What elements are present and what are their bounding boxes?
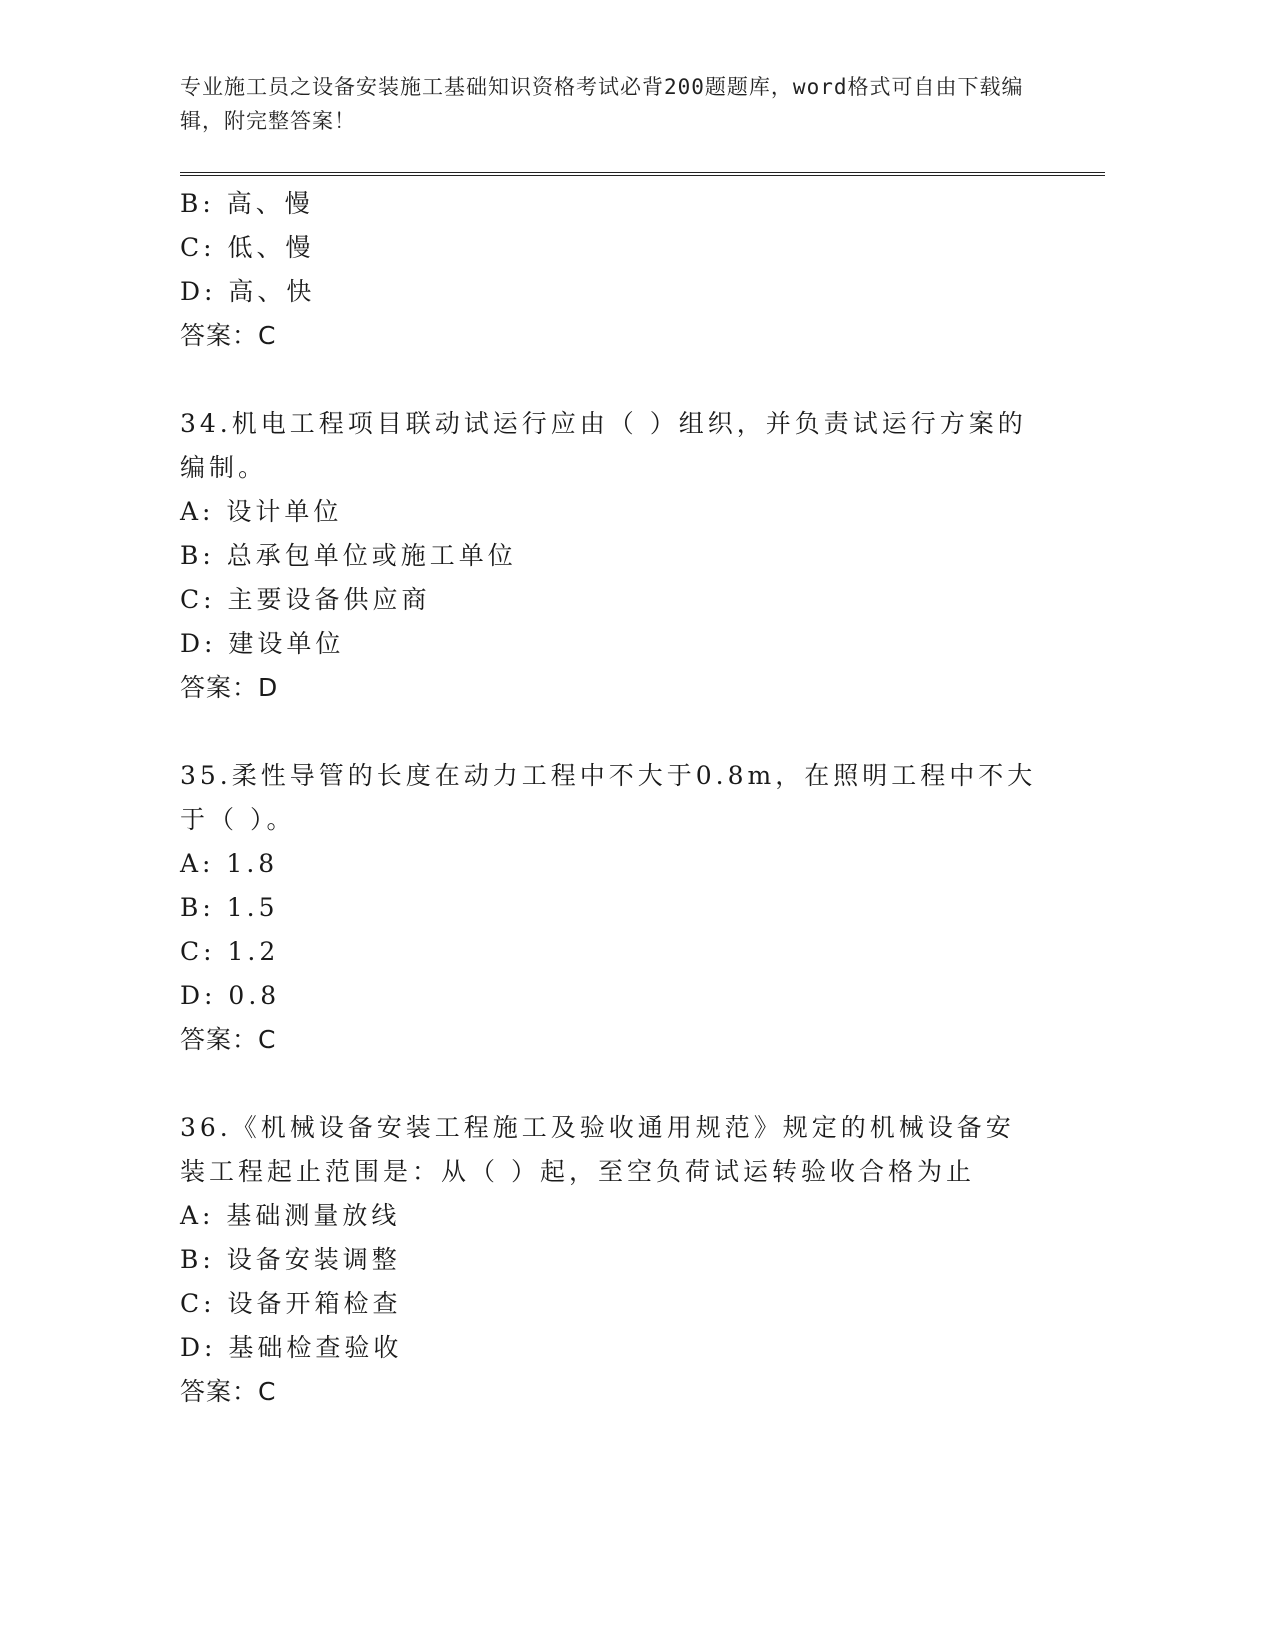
option-c: C: 1.2: [180, 937, 280, 966]
option-c: C: 设备开箱检查: [180, 1289, 402, 1318]
option-c: C: 主要设备供应商: [180, 585, 431, 614]
header-divider: [180, 172, 1105, 176]
question-36: [180, 1106, 1105, 1414]
option-b: B: 1.5: [180, 893, 279, 922]
question-stem: 35.柔性导管的长度在动力工程中不大于0.8m，在照明工程中不大于（ ）。: [180, 761, 1037, 834]
question-stem: 34.机电工程项目联动试运行应由（ ）组织，并负责试运行方案的编制。: [180, 409, 1027, 482]
option-a: A: 设计单位: [180, 497, 343, 526]
option-d: D: 高、快: [180, 277, 316, 306]
question-33-tail: [180, 182, 1105, 358]
option-b: B: 总承包单位或施工单位: [180, 541, 517, 570]
answer-line: 答案：C: [180, 1377, 277, 1406]
answer-line: 答案：C: [180, 321, 277, 350]
answer-line: 答案：D: [180, 673, 279, 702]
question-content: [180, 182, 1105, 1414]
option-d: D: 建设单位: [180, 629, 345, 658]
option-b: B: 设备安装调整: [180, 1245, 401, 1274]
question-stem: 36.《机械设备安装工程施工及验收通用规范》规定的机械设备安装工程起止范围是：从（ ）起，至空负荷试运转验收合格为止: [180, 1113, 1015, 1186]
document-header: 专业施工员之设备安装施工基础知识资格考试必背200题题库，word格式可自由下载编辑，附完整答案！: [180, 75, 1024, 133]
document-page: [180, 70, 1105, 1414]
option-a: A: 基础测量放线: [180, 1201, 401, 1230]
question-34: [180, 402, 1105, 710]
option-b: B: 高、慢: [180, 189, 314, 218]
option-d: D: 基础检查验收: [180, 1333, 403, 1362]
answer-line: 答案：C: [180, 1025, 277, 1054]
option-a: A: 1.8: [180, 849, 279, 878]
question-35: [180, 754, 1105, 1062]
option-d: D: 0.8: [180, 981, 281, 1010]
option-c: C: 低、慢: [180, 233, 315, 262]
